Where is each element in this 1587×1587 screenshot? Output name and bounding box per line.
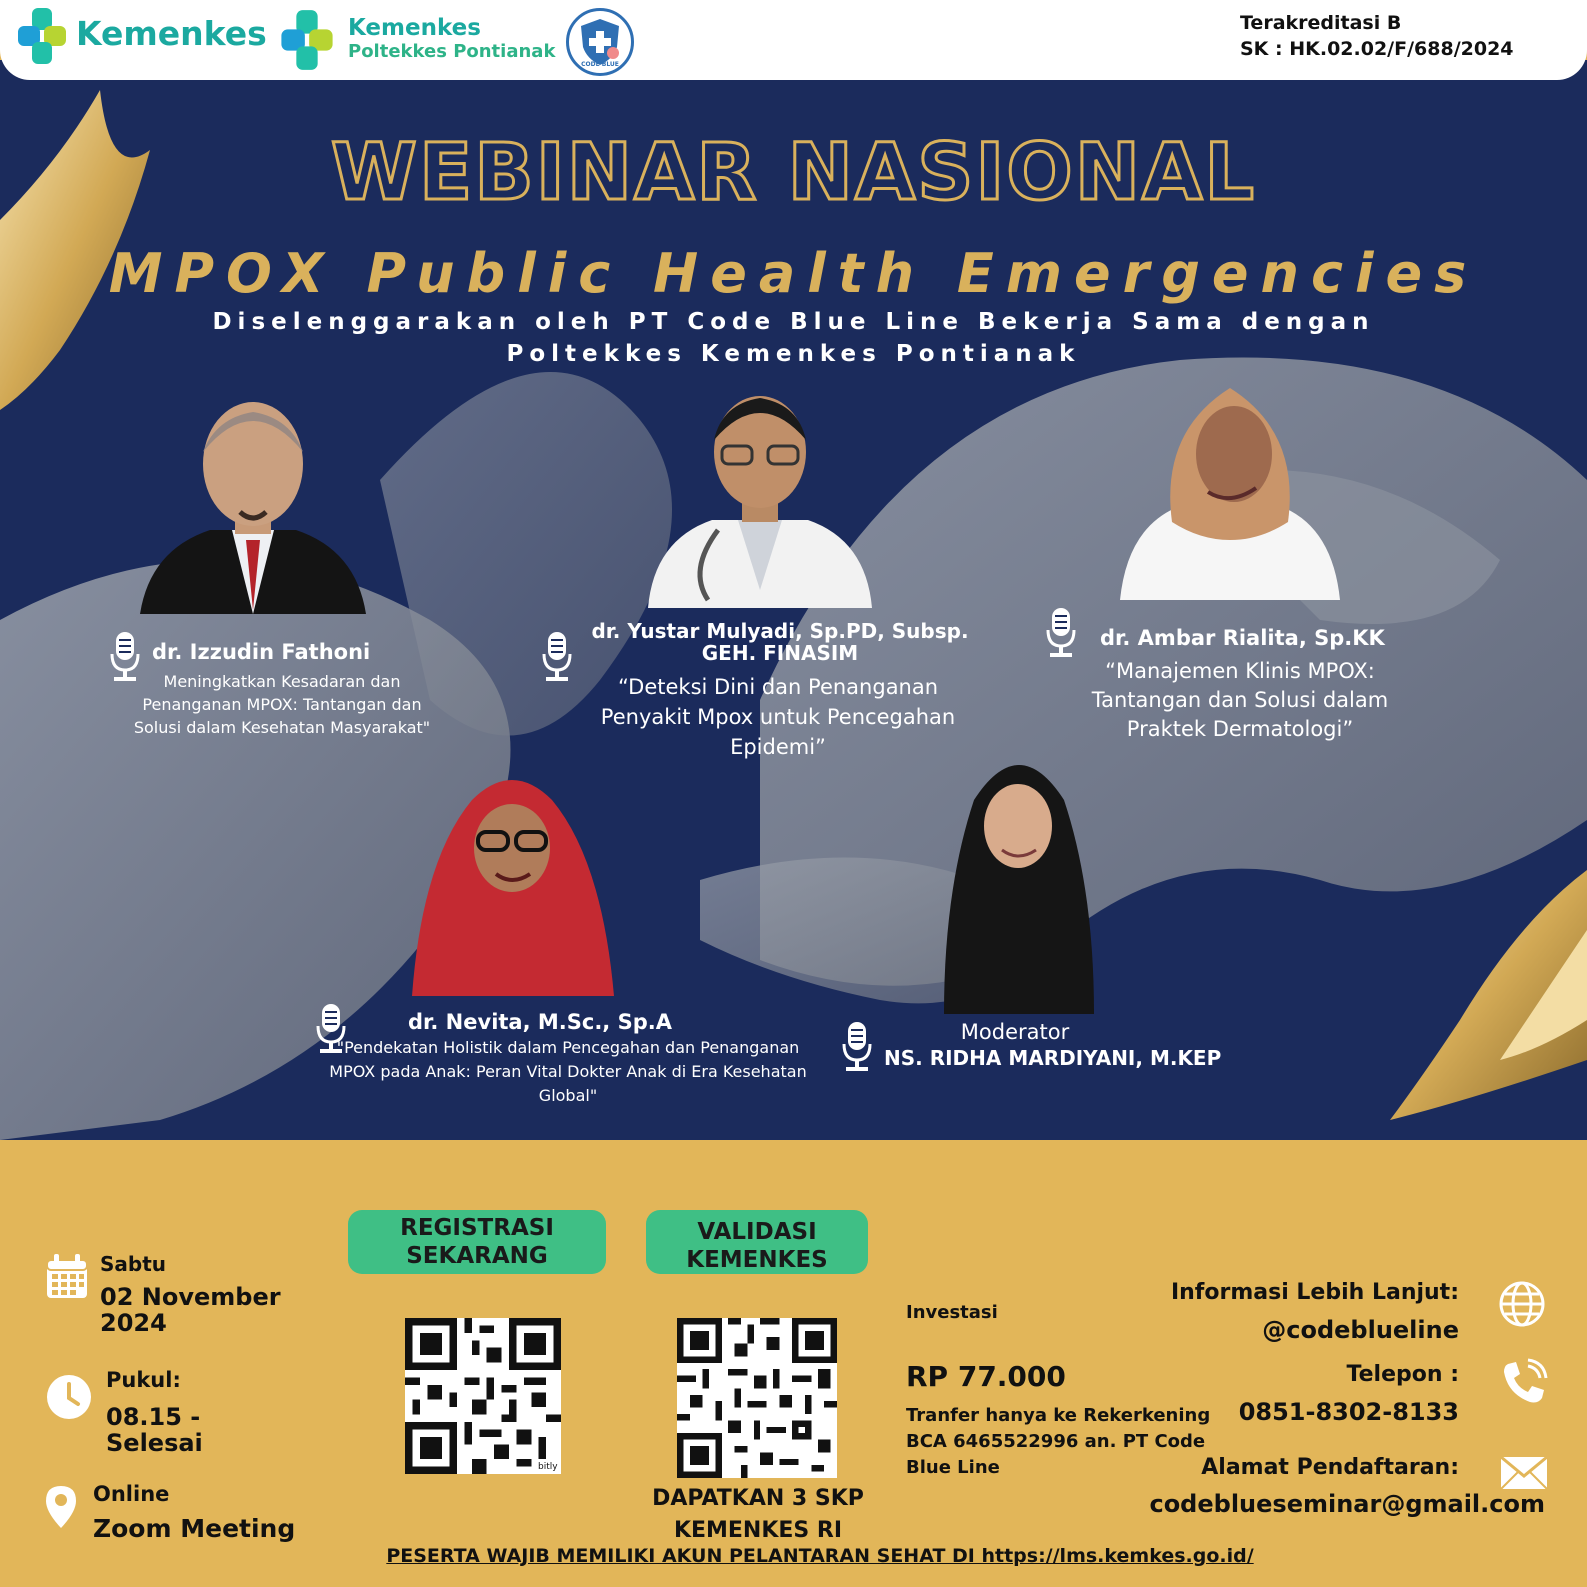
- hero-section: [0, 60, 1587, 1140]
- phone-number[interactable]: 0851-8302-8133: [1238, 1398, 1459, 1426]
- location-pin-icon: [44, 1484, 78, 1532]
- event-date: 02 November 2024: [100, 1283, 281, 1337]
- microphone-icon: [1046, 606, 1076, 658]
- header-bar: [0, 0, 1587, 80]
- event-day: Sabtu: [100, 1252, 167, 1276]
- calendar-icon: [46, 1254, 88, 1300]
- speaker-photo-ambar: [1120, 372, 1340, 600]
- bitly-tag: bitly: [538, 1462, 558, 1472]
- event-mode: Online: [93, 1482, 170, 1506]
- moderator-label: Moderator: [960, 1020, 1070, 1044]
- moderator-photo: [944, 740, 1094, 1014]
- speaker-photo-nevita: [412, 760, 614, 996]
- speaker-topic-nevita: "Pendekatan Holistik dalam Pencegahan dan Penanganan MPOX pada Anak: Peran Vital Dokter Anak di Era Kesehatan Global": [329, 1038, 807, 1105]
- speaker-name-ambar: dr. Ambar Rialita, Sp.KK: [1100, 626, 1385, 650]
- lms-account-notice[interactable]: PESERTA WAJIB MEMILIKI AKUN PELANTARAN SEHAT DI https://lms.kemkes.go.id/: [386, 1545, 1254, 1567]
- registration-qr-code[interactable]: [405, 1318, 561, 1474]
- validation-qr-code[interactable]: [677, 1318, 837, 1478]
- time-label: Pukul:: [106, 1368, 181, 1392]
- speaker-name-nevita: dr. Nevita, M.Sc., Sp.A: [408, 1010, 672, 1034]
- phone-label: Telepon :: [1346, 1362, 1459, 1387]
- info-label: Informasi Lebih Lanjut:: [1170, 1280, 1459, 1305]
- mail-icon: [1500, 1456, 1548, 1490]
- validate-kemenkes-button[interactable]: VALIDASI KEMENKES: [646, 1210, 868, 1274]
- kemenkes-logo-text: Kemenkes: [76, 14, 267, 53]
- register-now-button[interactable]: REGISTRASI SEKARANG: [348, 1210, 606, 1274]
- skp-text: DAPATKAN 3 SKP KEMENKES RI: [652, 1486, 864, 1543]
- registration-email[interactable]: codeblueseminar@gmail.com: [1149, 1490, 1545, 1518]
- event-time: 08.15 - Selesai: [106, 1403, 203, 1457]
- investment-label: Investasi: [906, 1302, 998, 1323]
- speaker-photo-yustar: [648, 390, 872, 608]
- microphone-icon: [542, 630, 572, 682]
- accreditation-info: Terakreditasi B SK : HK.02.02/F/688/2024: [1240, 12, 1514, 60]
- moderator-name: NS. RIDHA MARDIYANI, M.KEP: [884, 1046, 1222, 1070]
- transfer-info: Tranfer hanya ke Rekerkening BCA 6465522996 an. PT Code Blue Line: [906, 1405, 1211, 1478]
- speaker-name-izzudin: dr. Izzudin Fathoni: [152, 640, 371, 664]
- event-title: WEBINAR NASIONAL: [330, 128, 1257, 218]
- poltekkes-logo-icon: [278, 8, 336, 72]
- poltekkes-logo-text: Kemenkes Poltekkes Pontianak: [348, 15, 556, 62]
- code-blue-logo: CODE BLUE: [566, 8, 634, 76]
- social-handle[interactable]: @codeblueline: [1262, 1316, 1459, 1344]
- speaker-topic-ambar: “Manajemen Klinis MPOX: Tantangan dan Solusi dalam Praktek Dermatologi”: [1091, 659, 1389, 741]
- globe-icon: [1498, 1280, 1546, 1328]
- address-label: Alamat Pendaftaran:: [1201, 1455, 1459, 1480]
- speaker-photo-izzudin: [140, 390, 366, 614]
- phone-icon: [1498, 1358, 1548, 1408]
- microphone-icon: [842, 1020, 872, 1072]
- organizer-text: Diselenggarakan oleh PT Code Blue Line Bekerja Sama dengan Poltekkes Kemenkes Pontianak: [212, 309, 1375, 367]
- event-subtitle: MPOX Public Health Emergencies: [108, 242, 1479, 305]
- clock-icon: [46, 1374, 92, 1420]
- kemenkes-logo-icon: [18, 6, 66, 66]
- speaker-topic-izzudin: Meningkatkan Kesadaran dan Penanganan MPOX: Tantangan dan Solusi dalam Kesehatan Masyarakat": [133, 672, 431, 737]
- speaker-name-yustar: dr. Yustar Mulyadi, Sp.PD, Subsp. GEH. FINASIM: [591, 619, 969, 665]
- price: RP 77.000: [906, 1360, 1066, 1393]
- speaker-topic-yustar: “Deteksi Dini dan Penanganan Penyakit Mpox untuk Pencegahan Epidemi”: [600, 675, 956, 759]
- event-platform: Zoom Meeting: [93, 1514, 296, 1543]
